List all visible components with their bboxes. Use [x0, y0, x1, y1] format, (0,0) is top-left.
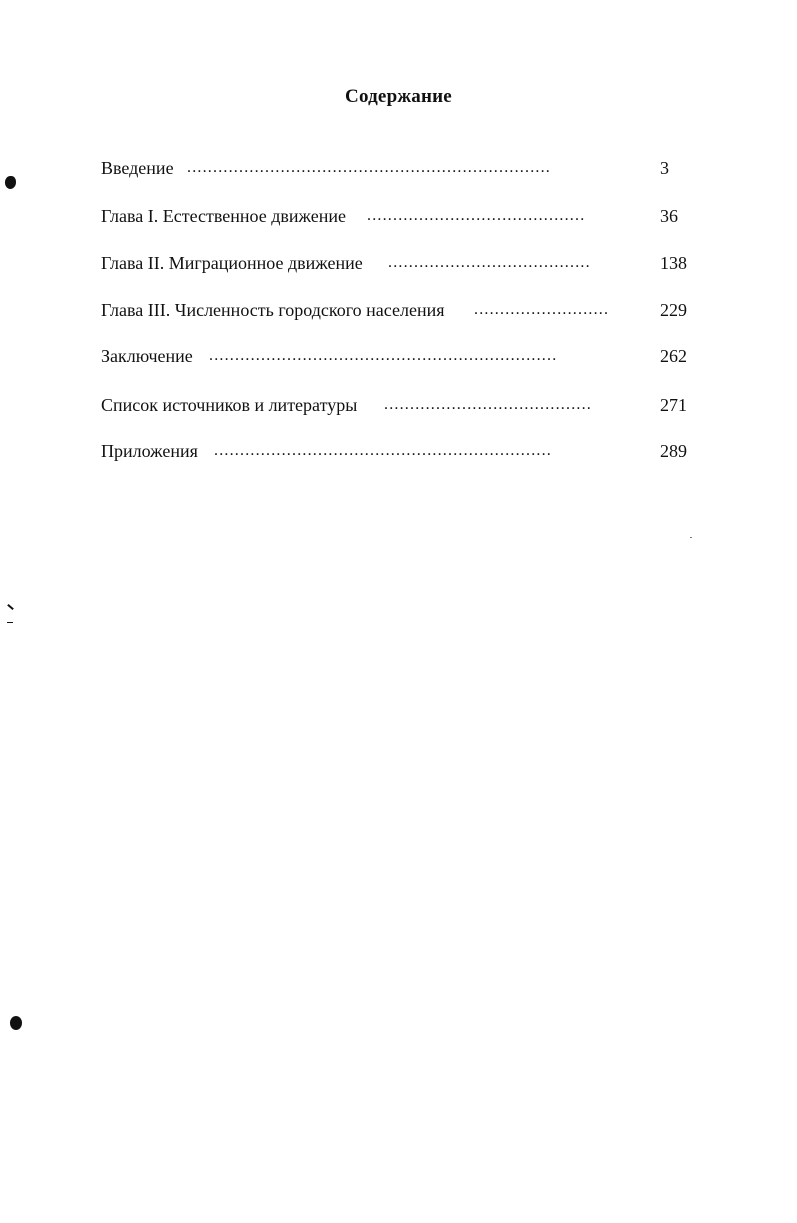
toc-leader-dots: ...................................................................: [209, 347, 558, 364]
page-title: Содержание: [345, 86, 452, 107]
toc-entry-label: Приложения: [101, 441, 198, 461]
toc-entry-page: 138: [660, 253, 687, 273]
toc-entry-label: Список источников и литературы: [101, 395, 358, 415]
toc-entry-chapter-2: [101, 249, 701, 277]
toc-entry-label: Глава I. Естественное движение: [101, 206, 347, 226]
toc-leader-dots: ......................................................................: [187, 159, 551, 176]
toc-entry-sources: [101, 391, 701, 419]
scan-mark: [7, 604, 14, 610]
toc-entry-conclusion: [101, 342, 701, 370]
scan-blot: [5, 176, 16, 189]
toc-entry-page: 229: [660, 300, 687, 320]
toc-entry-label: Глава II. Миграционное движение: [101, 253, 363, 273]
scan-mark: [7, 622, 13, 623]
toc-entry-chapter-1: [101, 202, 701, 230]
toc-leader-dots: ..........................: [474, 301, 610, 318]
toc-entry-label: Заключение: [101, 346, 193, 366]
toc-entry-appendices: [101, 437, 701, 465]
scan-speck: [690, 537, 692, 538]
toc-entry-label: Введение: [101, 158, 174, 178]
scan-blot: [10, 1016, 22, 1030]
toc-entry-label: Глава III. Численность городского населения: [101, 300, 445, 320]
toc-leader-dots: .................................................................: [214, 442, 552, 459]
toc-entry-page: 289: [660, 441, 687, 461]
toc-leader-dots: .......................................: [388, 254, 591, 271]
toc-entry-page: 262: [660, 346, 687, 366]
toc-entry-chapter-3: [101, 296, 701, 324]
toc-leader-dots: ........................................: [384, 396, 592, 413]
toc-entry-page: 36: [660, 206, 678, 226]
toc-entry-introduction: [101, 154, 701, 182]
toc-entry-page: 3: [660, 158, 669, 178]
toc-entry-page: 271: [660, 395, 687, 415]
toc-leader-dots: ..........................................: [367, 207, 586, 224]
